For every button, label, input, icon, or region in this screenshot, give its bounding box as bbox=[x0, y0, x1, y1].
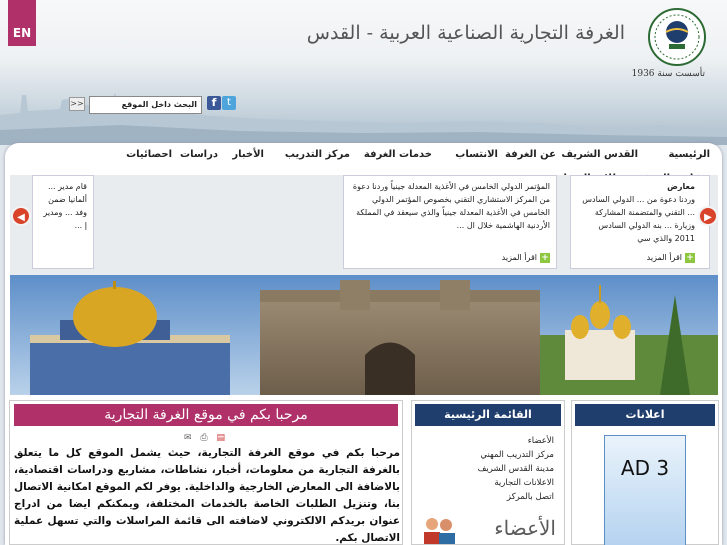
plus-icon: + bbox=[541, 252, 549, 263]
next-arrow-icon[interactable]: ▶ bbox=[698, 206, 718, 226]
main-panel bbox=[5, 143, 722, 545]
email-icon[interactable]: ✉ bbox=[184, 433, 192, 443]
pdf-icon[interactable]: ▤ bbox=[216, 433, 226, 443]
news-slider bbox=[10, 175, 718, 275]
nav-item-membership[interactable]: الانتساب bbox=[455, 149, 498, 160]
search-go-button[interactable]: >> bbox=[69, 97, 85, 111]
news-card-text: وردنا دعوة من ... الدولي السادس ... التقني والمتضمنة المشاركة وزيارة ... بنه الدولي السادس 2011 والذي سي bbox=[582, 195, 695, 243]
ads-box bbox=[571, 400, 719, 545]
nav-item-news[interactable]: الأخبار bbox=[232, 149, 264, 160]
news-card-text: المؤتمر الدولي الخامس في الأغذية المعدلة جينياً وردنا دعوة من المركز الاستشاري التقني بخصوص المؤتمر الدولي الخامس في الأغذية المعدلة جينياً والذي سيعقد في المملكة الأردنية الهاشمية خلال ال ... bbox=[352, 182, 550, 230]
ad-banner[interactable]: AD 3 bbox=[604, 435, 686, 545]
english-language-button[interactable]: EN bbox=[8, 0, 36, 46]
news-card bbox=[343, 175, 557, 269]
read-more-link[interactable]: +اقرأ المزيد bbox=[646, 252, 694, 263]
nav-item-about[interactable]: عن الغرفة bbox=[505, 149, 556, 160]
ads-title: اعلانات bbox=[575, 404, 715, 426]
nav-item-statistics[interactable]: احصائيات bbox=[126, 149, 172, 160]
welcome-box bbox=[9, 400, 403, 545]
welcome-text: مرحبا بكم في موقع الغرفة التجارية، حيث يشمل الموقع كل ما يتعلق بالغرفة التجارية من معلومات، أخبار، نشاطات، مشاريع ودراسات اقتصادية، بالاضافة الى المعارض الخارجية والداخلية. يوفر لكم الموقع امكانية الاتصال بنا، وتنزيل الطلبات الخاصة بالخدمات المختلفة، ويمكنكم ايضا من ادراج عنوان بريدكم الالكتروني لاضافته الى قائمة المراسلات والتي تسهل عملية الاتصال بكم. bbox=[14, 447, 400, 544]
site-title: الغرفة التجارية الصناعية العربية - القدس bbox=[306, 22, 625, 44]
main-menu-title: القائمة الرئيسية bbox=[415, 404, 561, 426]
members-people-icon bbox=[420, 514, 460, 544]
nav-item-studies[interactable]: دراسات bbox=[180, 149, 218, 160]
jerusalem-banner-image bbox=[10, 275, 718, 395]
search-input[interactable]: البحث داخل الموقع bbox=[89, 96, 202, 114]
facebook-icon[interactable]: f bbox=[207, 96, 221, 110]
news-card-text: قام مدير ... ألمانيا ضمن وفد ... ومدير إ ... bbox=[43, 182, 87, 230]
nav-item-services[interactable]: خدمات الغرفة bbox=[363, 149, 432, 160]
read-more-link[interactable]: +اقرأ المزيد bbox=[501, 252, 549, 263]
twitter-icon[interactable]: t bbox=[222, 96, 236, 110]
founded-label: تأسست سنة 1936 bbox=[631, 69, 705, 79]
news-card bbox=[32, 175, 94, 269]
menu-item-members[interactable]: الأعضاء bbox=[527, 436, 554, 446]
print-icon[interactable]: ⎙ bbox=[200, 433, 208, 443]
main-menu-list bbox=[412, 429, 564, 509]
nav-item-jerusalem[interactable]: القدس الشريف bbox=[561, 149, 638, 160]
page-tools bbox=[184, 433, 225, 443]
site-header bbox=[0, 0, 727, 145]
members-banner[interactable] bbox=[420, 514, 560, 544]
members-banner-label: الأعضاء bbox=[494, 516, 556, 540]
plus-icon: + bbox=[686, 252, 694, 263]
welcome-title: مرحبا بكم في موقع الغرفة التجارية bbox=[14, 404, 398, 426]
menu-item-commercial-ads[interactable]: الاعلانات التجارية bbox=[494, 478, 554, 488]
nav-item-home[interactable]: الرئيسية bbox=[668, 149, 710, 160]
news-card-title: معارض bbox=[667, 182, 695, 191]
menu-item-contact-center[interactable]: اتصل بالمركز bbox=[506, 492, 554, 502]
nav-item-training[interactable]: مركز التدريب bbox=[284, 149, 350, 160]
chamber-logo bbox=[641, 6, 713, 68]
main-menu-box bbox=[411, 400, 565, 545]
menu-item-jerusalem-city[interactable]: مدينة القدس الشريف bbox=[477, 464, 554, 474]
menu-item-training-center[interactable]: مركز التدريب المهني bbox=[480, 450, 554, 460]
prev-arrow-icon[interactable]: ◀ bbox=[11, 206, 31, 226]
news-card bbox=[570, 175, 710, 269]
